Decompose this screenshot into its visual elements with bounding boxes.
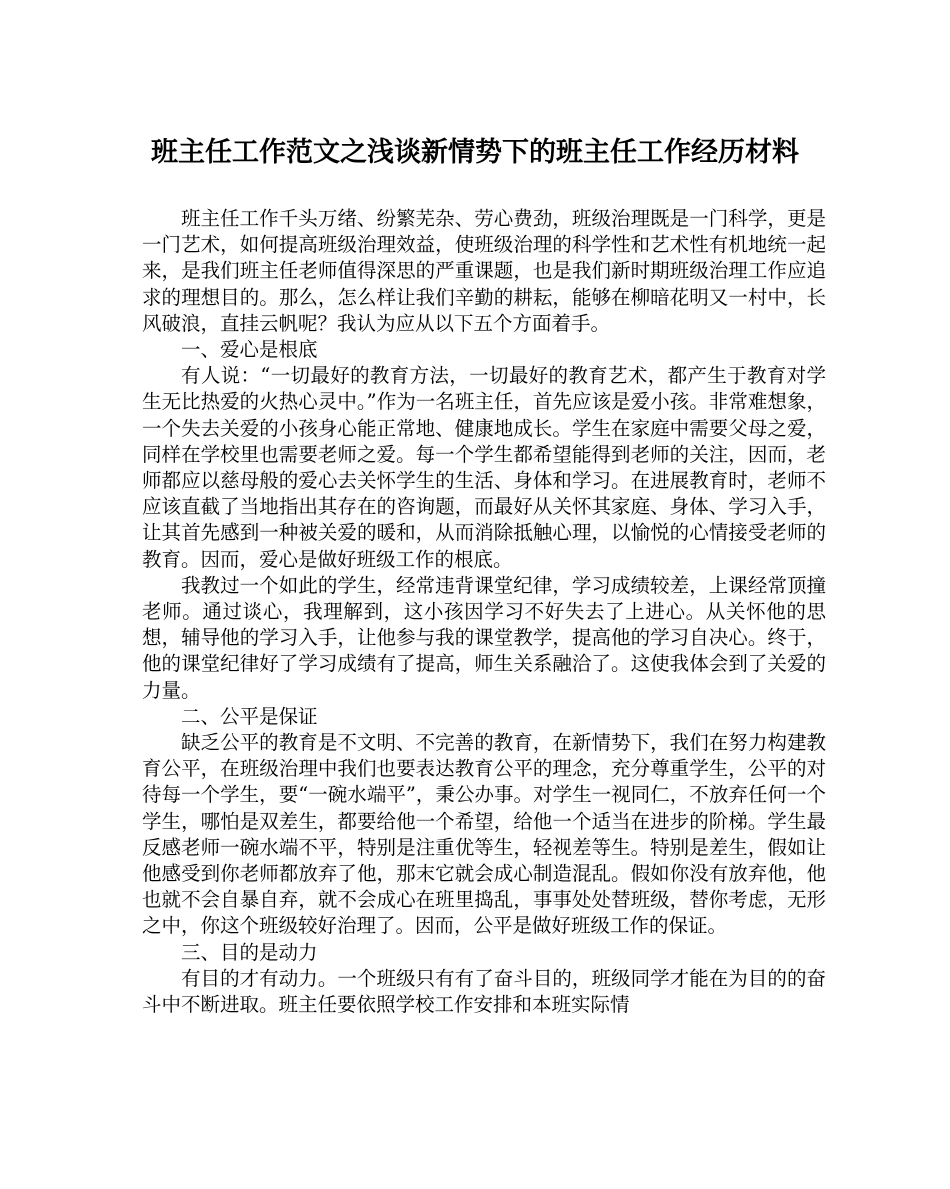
document-body [142, 206, 826, 1018]
paragraph-student-example: 我教过一个如此的学生，经常违背课堂纪律，学习成绩较差，上课经常顶撞老师。通过谈心，我理解到，这小孩因学习不好失去了上进心。从关怀他的思想，辅导他的学习入手，让他参与我的课堂教学，提高他的学习自决心。终于，他的课堂纪律好了学习成绩有了提高，师生关系融洽了。这使我体会到了关爱的力量。 [142, 573, 826, 702]
paragraph-fairness: 缺乏公平的教育是不文明、不完善的教育，在新情势下，我们在努力构建教育公平，在班级治理中我们也要表达教育公平的理念，充分尊重学生，公平的对待每一个学生，要“一碗水端平”，秉公办事。对学生一视同仁，不放弃任何一个学生，哪怕是双差生，都要给他一个希望，给他一个适当在进步的阶梯。学生最反感老师一碗水端不平，特别是注重优等生，轻视差等生。特别是差生，假如让他感受到你老师都放弃了他，那末它就会成心制造混乱。假如你没有放弃他，他也就不会自暴自弃，就不会成心在班里捣乱，事事处处替班级，替你考虑，无形之中，你这个班级较好治理了。因而，公平是做好班级工作的保证。 [142, 731, 826, 938]
section-heading-fairness: 二、公平是保证 [181, 704, 318, 728]
paragraph-love: 有人说：“一切最好的教育方法，一切最好的教育艺术，都产生于教育对学生无比热爱的火热心灵中。”作为一名班主任，首先应该是爱小孩。非常难想象，一个失去关爱的小孩身心能正常地、健康地成长。学生在家庭中需要父母之爱，同样在学校里也需要老师之爱。每一个学生都希望能得到老师的关注，因而，老师都应以慈母般的爱心去关怀学生的生活、身体和学习。在进展教育时，老师不应该直截了当地指出其存在的咨询题，而最好从关怀其家庭、身体、学习入手，让其首先感到一种被关爱的暖和，从而消除抵触心理，以愉悦的心情接受老师的教育。因而，爱心是做好班级工作的根底。 [142, 364, 826, 571]
paragraph-goal: 有目的才有动力。一个班级只有有了奋斗目的，班级同学才能在为目的的奋斗中不断进取。班主任要依照学校工作安排和本班实际情 [142, 966, 826, 1017]
section-heading-goal: 三、目的是动力 [181, 940, 318, 964]
paragraph-intro: 班主任工作千头万绪、纷繁芜杂、劳心费劲，班级治理既是一门科学，更是一门艺术，如何提高班级治理效益，使班级治理的科学性和艺术性有机地统一起来，是我们班主任老师值得深思的严重课题，也是我们新时期班级治理工作应追求的理想目的。那么，怎么样让我们辛勤的耕耘，能够在柳暗花明又一村中，长风破浪，直挂云帆呢？我认为应从以下五个方面着手。 [142, 207, 826, 335]
section-heading-love: 一、爱心是根底 [181, 338, 318, 362]
document-title: 班主任工作范文之浅谈新情势下的班主任工作经历材料 [151, 137, 799, 168]
